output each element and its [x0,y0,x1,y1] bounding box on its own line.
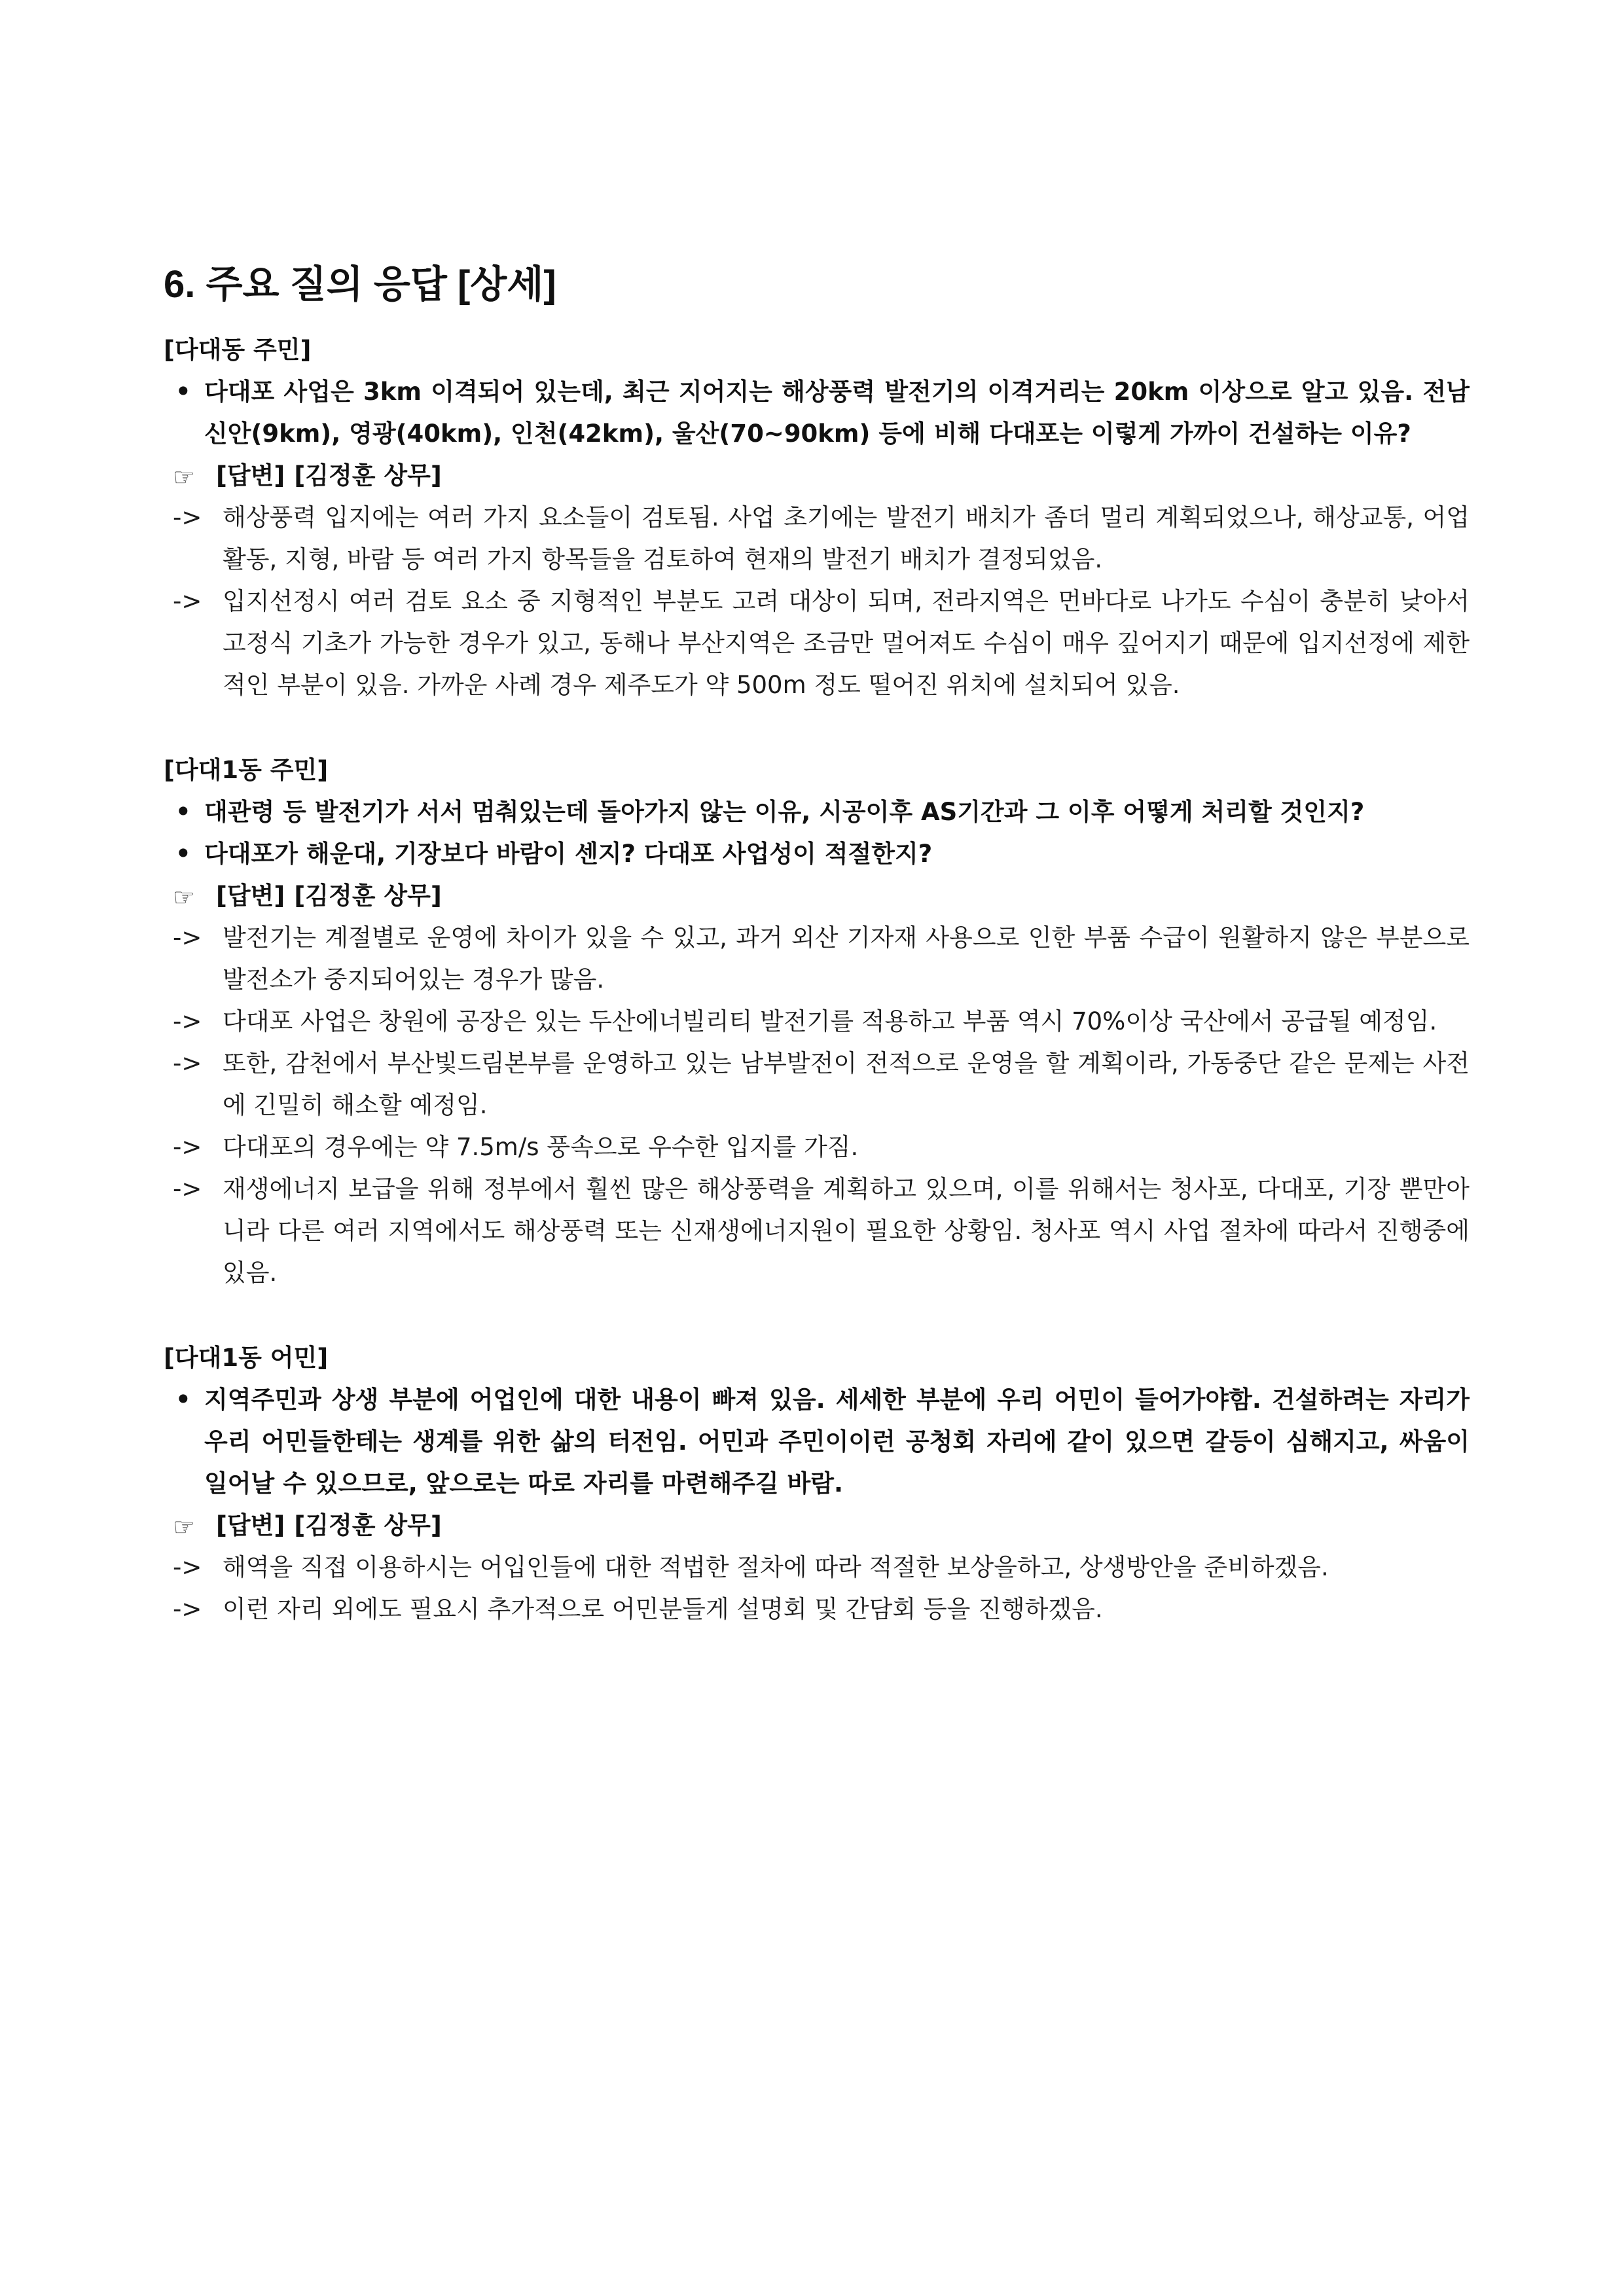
answer-header [164,1505,1470,1547]
pointing-hand-icon: ☞ [173,1513,196,1541]
answer-header [164,875,1470,917]
question-text: 다대포 사업은 3km 이격되어 있는데, 최근 지어지는 해상풍력 발전기의 이격거리는 20km 이상으로 알고 있음. 전남 신안(9km), 영광(40km), 인천(42km), 울산(70~90km) 등에 비해 다대포는 이렇게 가까이 건설하는 이유? [204,378,1470,448]
document-page [164,259,1470,1674]
answerer-name: [김정훈 상무] [294,1511,442,1539]
answer-item [164,1588,1470,1630]
pointing-hand-icon: ☞ [173,883,196,912]
bullet-icon: • [175,840,191,868]
section-label: [다대1동 어민] [164,1344,329,1372]
answer-item [164,1547,1470,1588]
answer-label: [답변] [216,461,285,490]
answer-item [164,1043,1470,1126]
answer-text: 발전기는 계절별로 운영에 차이가 있을 수 있고, 과거 외산 기자재 사용으로 인한 부품 수급이 원활하지 않은 부분으로 발전소가 중지되어있는 경우가 많음. [223,924,1470,994]
arrow-icon: -> [173,1049,202,1077]
answer-item [164,1001,1470,1043]
question-item [164,833,1470,875]
arrow-icon: -> [173,924,202,952]
arrow-icon: -> [173,1007,202,1035]
arrow-icon: -> [173,1553,202,1581]
pointing-hand-icon: ☞ [173,463,196,492]
question-item [164,1379,1470,1505]
arrow-icon: -> [173,587,202,615]
arrow-icon: -> [173,1133,202,1161]
answer-header [164,455,1470,497]
answer-text: 이런 자리 외에도 필요시 추가적으로 어민분들게 설명회 및 간담회 등을 진행하겠음. [223,1595,1103,1623]
section-dadae1-residents [164,749,1470,1294]
answer-item [164,581,1470,706]
answer-item [164,1126,1470,1168]
bullet-icon: • [175,378,191,406]
section-label: [다대동 주민] [164,336,312,364]
section-dadae1-fishermen [164,1337,1470,1630]
answer-item [164,497,1470,581]
question-item [164,791,1470,833]
answer-item [164,1168,1470,1294]
answerer-name: [김정훈 상무] [294,461,442,490]
answer-text: 해상풍력 입지에는 여러 가지 요소들이 검토됨. 사업 초기에는 발전기 배치가 좀더 멀리 계획되었으나, 해상교통, 어업활동, 지형, 바람 등 여러 가지 항목들을 검토하여 현재의 발전기 배치가 결정되었음. [223,503,1470,573]
arrow-icon: -> [173,1595,202,1623]
section-dadae-residents [164,329,1470,706]
section-label: [다대1동 주민] [164,756,329,784]
question-item [164,371,1470,455]
answer-label: [답변] [216,1511,285,1539]
question-text: 지역주민과 상생 부분에 어업인에 대한 내용이 빠져 있음. 세세한 부분에 우리 어민이 들어가야함. 건설하려는 자리가 우리 어민들한테는 생계를 위한 삶의 터전임. 어민과 주민이이런 공청회 자리에 같이 있으면 갈등이 심해지고, 싸움이 일어날 수 있으므로, 앞으로는 따로 자리를 마련해주길 바람. [204,1386,1470,1498]
arrow-icon: -> [173,1175,202,1203]
answer-text: 또한, 감천에서 부산빛드림본부를 운영하고 있는 남부발전이 전적으로 운영을 할 계획이라, 가동중단 같은 문제는 사전에 긴밀히 해소할 예정임. [223,1049,1470,1119]
answerer-name: [김정훈 상무] [294,882,442,910]
answer-text: 재생에너지 보급을 위해 정부에서 훨씬 많은 해상풍력을 계획하고 있으며, 이를 위해서는 청사포, 다대포, 기장 뿐만아니라 다른 여러 지역에서도 해상풍력 또는 신재생에너지원이 필요한 상황임. 청사포 역시 사업 절차에 따라서 진행중에 있음. [223,1175,1470,1287]
answer-text: 다대포 사업은 창원에 공장은 있는 두산에너빌리티 발전기를 적용하고 부품 역시 70%이상 국산에서 공급될 예정임. [223,1007,1437,1035]
answer-text: 입지선정시 여러 검토 요소 중 지형적인 부분도 고려 대상이 되며, 전라지역은 먼바다로 나가도 수심이 충분히 낮아서 고정식 기초가 가능한 경우가 있고, 동해나 부산지역은 조금만 멀어져도 수심이 매우 깊어지기 때문에 입지선정에 제한적인 부분이 있음. 가까운 사례 경우 제주도가 약 500m 정도 떨어진 위치에 설치되어 있음. [223,587,1470,699]
bullet-icon: • [175,798,191,826]
answer-label: [답변] [216,882,285,910]
page-title: 6. 주요 질의 응답 [상세] [164,263,556,306]
bullet-icon: • [175,1386,191,1414]
question-text: 대관령 등 발전기가 서서 멈춰있는데 돌아가지 않는 이유, 시공이후 AS기간과 그 이후 어떻게 처리할 것인지? [204,798,1365,826]
answer-text: 해역을 직접 이용하시는 어입인들에 대한 적법한 절차에 따라 적절한 보상을하고, 상생방안을 준비하겠음. [223,1553,1329,1581]
answer-item [164,917,1470,1001]
question-text: 다대포가 해운대, 기장보다 바람이 센지? 다대포 사업성이 적절한지? [204,840,933,868]
arrow-icon: -> [173,503,202,531]
answer-text: 다대포의 경우에는 약 7.5m/s 풍속으로 우수한 입지를 가짐. [223,1133,859,1161]
